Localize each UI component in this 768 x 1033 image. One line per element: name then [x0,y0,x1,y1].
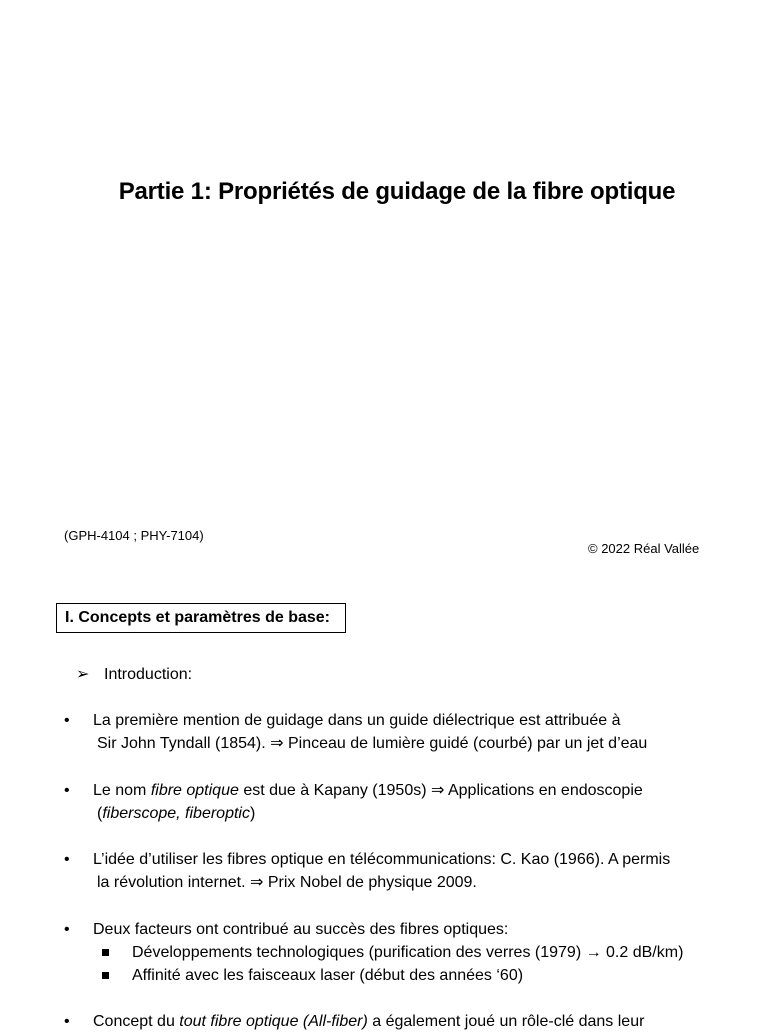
course-codes: (GPH-4104 ; PHY-7104) [64,528,204,543]
bullet-icon: • [64,782,70,799]
emphasis-text: fibre optique [150,782,239,799]
list-item-line: Sir John Tyndall (1854). ⇒ Pinceau de lumière guidé (courbé) par un jet d’eau [97,735,648,752]
page-title: Partie 1: Propriétés de guidage de la fibre optique [118,178,676,205]
intro-heading [76,664,192,684]
list-item-line: Deux facteurs ont contribué au succès des fibres optiques: [93,921,509,938]
square-bullet-icon [102,949,109,956]
list-item-line: (fiberscope, fiberoptic) [97,805,256,822]
list-item-line: L’idée d’utiliser les fibres optique en télécommunications: C. Kao (1966). A permis [93,851,671,868]
bullet-icon: • [64,851,70,868]
section-heading: I. Concepts et paramètres de base: [56,603,346,633]
copyright-notice: © 2022 Réal Vallée [588,541,700,556]
sub-list-item-text: Développements technologiques (purification des verres (1979) → 0.2 dB/km) [132,944,684,961]
bullet-icon: • [64,712,70,729]
bullet-icon: • [64,1013,70,1030]
sub-list-item-text: Affinité avec les faisceaux laser (début des années ‘60) [132,967,524,984]
arrow-bullet-icon: ➢ [76,666,90,683]
square-bullet-icon [102,972,109,979]
list-item-line: Le nom fibre optique est due à Kapany (1950s) ⇒ Applications en endoscopie [93,782,643,799]
intro-label: Introduction: [104,666,193,683]
list-item-line: La première mention de guidage dans un guide diélectrique est attribuée à [93,712,621,729]
bullet-icon: • [64,921,70,938]
list-item-line: Concept du tout fibre optique (All-fiber) a également joué un rôle-clé dans leur [93,1013,645,1030]
emphasis-text: tout fibre optique (All-fiber) [179,1013,368,1030]
emphasis-text: fiberscope, fiberoptic [102,805,250,822]
list-item-line: la révolution internet. ⇒ Prix Nobel de physique 2009. [97,874,477,891]
